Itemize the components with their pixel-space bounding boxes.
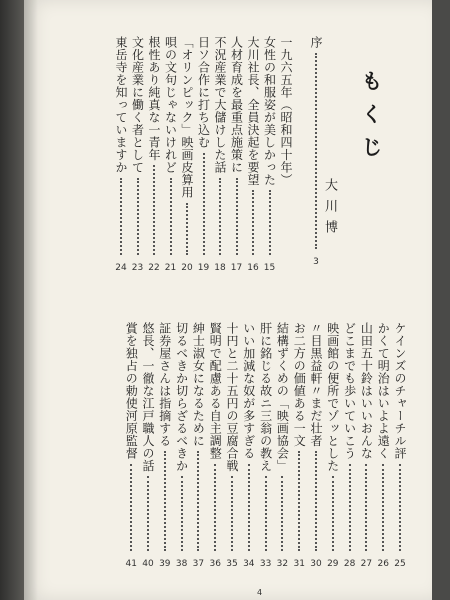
book-gutter bbox=[0, 0, 24, 600]
toc-entry[interactable] bbox=[360, 322, 372, 570]
toc-entry[interactable] bbox=[181, 36, 193, 274]
toc-entry-label: 人材育成を最重点施策に bbox=[229, 36, 244, 174]
leader-dots bbox=[332, 476, 334, 551]
toc-entry-page: 35 bbox=[226, 559, 238, 569]
toc-entry[interactable] bbox=[165, 36, 177, 274]
toc-entry-page: 41 bbox=[125, 559, 137, 569]
toc-entry[interactable] bbox=[247, 36, 259, 274]
toc-entry[interactable] bbox=[310, 322, 322, 570]
toc-entry-page: 27 bbox=[360, 559, 373, 569]
toc-entry-page: 26 bbox=[377, 559, 389, 569]
toc-entry-page: 37 bbox=[192, 559, 205, 569]
toc-entry-page: 29 bbox=[327, 559, 339, 569]
toc-page bbox=[24, 0, 432, 600]
toc-entry[interactable] bbox=[310, 36, 322, 268]
toc-entry-label: 賢明で配慮ある自主調整 bbox=[208, 322, 223, 460]
toc-entry-page: 23 bbox=[131, 263, 144, 273]
leader-dots bbox=[147, 476, 149, 551]
toc-entry[interactable] bbox=[209, 322, 221, 570]
toc-entry-label: 大川社長、全員決起を要望 bbox=[246, 36, 260, 186]
leader-dots bbox=[281, 476, 283, 551]
leader-dots bbox=[315, 451, 317, 551]
toc-entry[interactable] bbox=[226, 322, 238, 570]
toc-entry-label: 証券屋さんは指摘する bbox=[157, 322, 172, 447]
leader-dots bbox=[120, 178, 122, 256]
toc-entry-page: 3 bbox=[313, 257, 319, 267]
toc-entry[interactable] bbox=[231, 36, 243, 274]
toc-entry-page: 40 bbox=[142, 559, 154, 569]
toc-entry-label: いい加減な奴が多すぎる bbox=[241, 322, 256, 460]
toc-entry-page: 38 bbox=[175, 559, 188, 569]
toc-entry[interactable] bbox=[159, 322, 171, 570]
page-folio: 4 bbox=[257, 588, 263, 597]
toc-entry-label: 一九六五年（昭和四十年） bbox=[279, 36, 293, 186]
leader-dots bbox=[349, 464, 351, 552]
toc-entry-label: 序 bbox=[309, 36, 323, 49]
toc-entry[interactable] bbox=[243, 322, 255, 570]
toc-entry[interactable] bbox=[148, 36, 160, 274]
toc-entry-label: かくて明治はいよよ遠く bbox=[376, 322, 391, 460]
toc-entry-page: 39 bbox=[159, 559, 171, 569]
leader-dots bbox=[219, 178, 221, 256]
toc-entry[interactable] bbox=[264, 36, 276, 274]
leader-dots bbox=[153, 165, 155, 255]
toc-entry-page: 33 bbox=[259, 559, 272, 569]
leader-dots bbox=[181, 476, 183, 551]
toc-entry-page: 22 bbox=[148, 263, 160, 273]
leader-dots bbox=[269, 190, 271, 255]
toc-entry-label: どこまでも歩いていこう bbox=[342, 322, 357, 460]
toc-entry[interactable] bbox=[260, 322, 272, 570]
toc-entry[interactable] bbox=[377, 322, 389, 570]
toc-entry-label: 文化産業に働く者として bbox=[130, 36, 145, 174]
toc-entry-page: 16 bbox=[247, 263, 259, 273]
leader-dots bbox=[265, 476, 267, 551]
leader-dots bbox=[137, 178, 139, 256]
toc-entry-page: 30 bbox=[310, 559, 322, 569]
toc-entry-page: 32 bbox=[276, 559, 289, 569]
toc-entry[interactable] bbox=[280, 36, 292, 216]
toc-entry[interactable] bbox=[276, 322, 288, 570]
toc-entry-label: 紳士淑女になるために bbox=[191, 322, 206, 447]
toc-entry-page: 18 bbox=[214, 263, 226, 273]
leader-dots bbox=[252, 190, 254, 255]
toc-entry[interactable] bbox=[142, 322, 154, 570]
toc-entry[interactable] bbox=[327, 322, 339, 570]
leader-dots bbox=[315, 53, 317, 250]
page-crease bbox=[24, 0, 38, 600]
toc-entry-page: 24 bbox=[115, 263, 127, 273]
toc-entry[interactable] bbox=[214, 36, 226, 274]
toc-entry-label: 十円と二十五円の豆腐合戦 bbox=[225, 322, 239, 472]
leader-dots bbox=[164, 451, 166, 551]
toc-entry-label: 根性あり純真な一青年 bbox=[147, 36, 161, 161]
toc-title: もくじ bbox=[359, 70, 384, 169]
toc-entry-label: 映画館の便所でゾッとした bbox=[325, 322, 340, 472]
toc-entry-label: 〃目黒益軒〃まだ壮者 bbox=[309, 322, 323, 447]
toc-entry-page: 15 bbox=[263, 263, 276, 273]
toc-entry-page: 34 bbox=[243, 559, 255, 569]
leader-dots bbox=[399, 464, 401, 552]
leader-dots bbox=[231, 476, 233, 551]
toc-entry-label: 山田五十鈴はいいおんな bbox=[359, 322, 374, 460]
toc-entry-label: 東岳寺を知っていますか bbox=[114, 36, 128, 174]
leader-dots bbox=[298, 451, 300, 551]
toc-entry[interactable] bbox=[132, 36, 144, 274]
toc-entry-page: 28 bbox=[343, 559, 356, 569]
toc-entry[interactable] bbox=[115, 36, 127, 274]
toc-entry-page: 17 bbox=[230, 263, 243, 273]
toc-entry-label: 日ソ合作に打ち込む bbox=[196, 36, 211, 149]
leader-dots bbox=[365, 464, 367, 552]
toc-entry-label: 賞を独占の勅使河原監督 bbox=[124, 322, 139, 460]
author-name: 大川博 bbox=[322, 178, 337, 241]
toc-entry-label: ケインズのチャーチル評 bbox=[393, 322, 407, 460]
toc-entry-label: 悠長、一徹な江戸職人の話 bbox=[141, 322, 155, 472]
toc-entry-label: 唄の文句じゃないけれど bbox=[163, 36, 178, 174]
toc-entry-label: 肝に銘じる故ニ三翁の教え bbox=[258, 322, 273, 472]
toc-entry-page: 36 bbox=[209, 559, 221, 569]
leader-dots bbox=[382, 464, 384, 552]
leader-dots bbox=[248, 464, 250, 552]
toc-entry[interactable] bbox=[198, 36, 210, 274]
toc-entry-page: 19 bbox=[197, 263, 210, 273]
toc-entry-page: 25 bbox=[394, 559, 406, 569]
leader-dots bbox=[186, 203, 188, 256]
toc-entry-page: 31 bbox=[293, 559, 305, 569]
toc-entry-label: 切るべきか切らざるべきか bbox=[174, 322, 189, 472]
toc-entry-label: 「オリンピック」映画皮算用 bbox=[180, 36, 194, 199]
toc-entry-label: 結構ずくめの「映画協会」 bbox=[275, 322, 290, 472]
leader-dots bbox=[236, 178, 238, 256]
leader-dots bbox=[203, 153, 205, 256]
toc-entry-label: 不況産業で大儲けした話 bbox=[213, 36, 227, 174]
toc-entry[interactable] bbox=[344, 322, 356, 570]
toc-entry[interactable] bbox=[293, 322, 305, 570]
toc-entry-label: 女性の和服姿が美しかった bbox=[262, 36, 277, 186]
leader-dots bbox=[130, 464, 132, 552]
toc-entry[interactable] bbox=[394, 322, 406, 570]
toc-entry[interactable] bbox=[192, 322, 204, 570]
leader-dots bbox=[197, 451, 199, 551]
leader-dots bbox=[214, 464, 216, 552]
toc-entry-label: お二方の価値ある一文 bbox=[292, 322, 307, 447]
toc-entry-page: 21 bbox=[164, 263, 177, 273]
leader-dots bbox=[170, 178, 172, 256]
toc-entry[interactable] bbox=[125, 322, 137, 570]
toc-entry[interactable] bbox=[176, 322, 188, 570]
toc-entry-page: 20 bbox=[181, 263, 193, 273]
